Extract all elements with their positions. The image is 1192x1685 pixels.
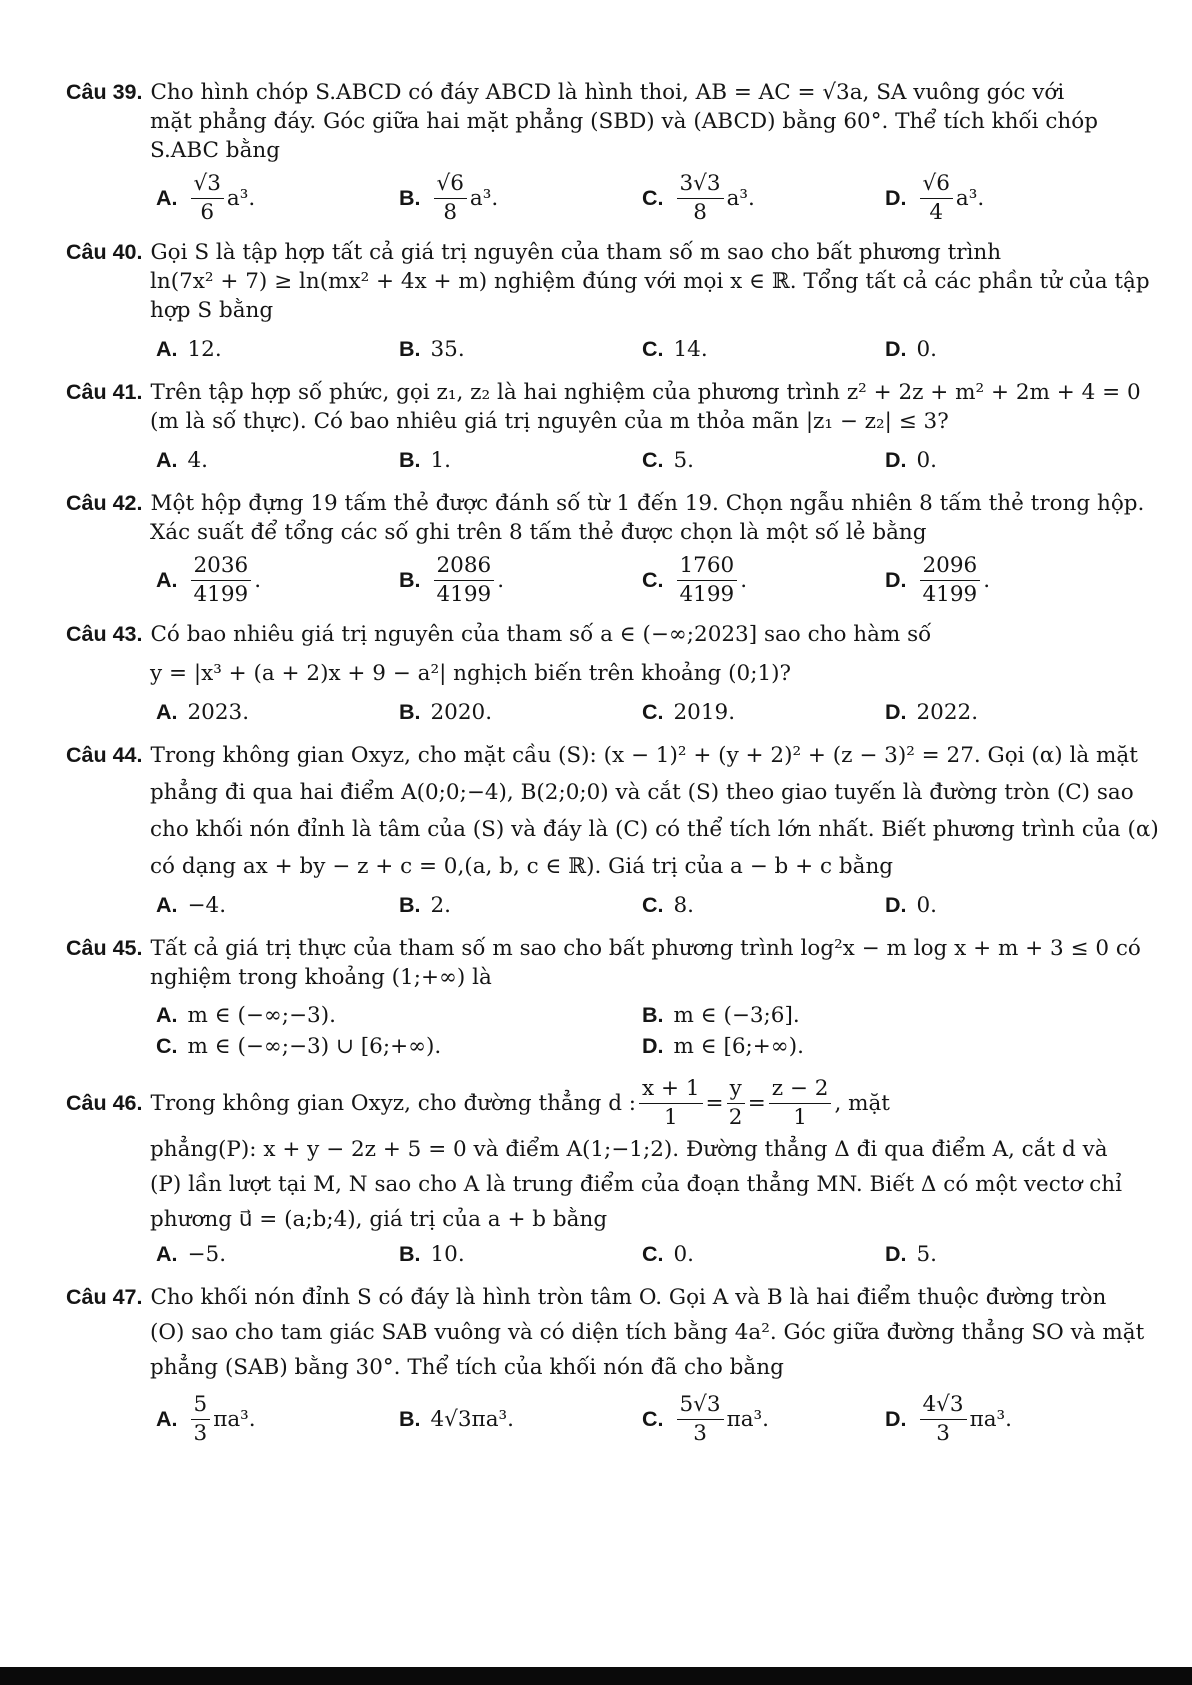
question-text: Xác suất để tổng các số ghi trên 8 tấm thẻ được chọn là một số lẻ bằng [150,520,927,545]
option-b[interactable]: B. $\frac{2086}{4199}$ . [399,553,505,607]
question-number: Câu 45. [66,936,143,960]
fraction: $\frac{√3}{6}$ [191,171,224,226]
option-a[interactable]: A. 2023. [156,700,250,725]
question-text: phương u⃗ = (a;b;4), giá trị của a + b bằng [150,1207,608,1232]
fraction: $\frac{x + 1}{1}$ [639,1076,703,1131]
option-b[interactable]: B. m ∈ (−3;6]. [642,1003,800,1028]
option-b[interactable]: B. 4√3πa³. [399,1407,514,1432]
question-42 [66,489,1145,608]
answer-options [66,446,1128,475]
question-text: S.ABC bằng [150,138,280,163]
answer-options [66,891,1128,920]
option-a[interactable]: A. −5. [156,1242,227,1267]
option-d[interactable]: D. $\frac{2096}{4199}$ . [885,553,991,607]
option-c[interactable]: C. 14. [642,337,708,362]
question-text: mặt phẳng đáy. Góc giữa hai mặt phẳng (SBD) và (ABCD) bằng 60°. Thể tích khối chóp [150,109,1098,134]
question-46: Câu 46. Trong không gian Oxyz, cho đường thẳng d : $\frac{x + 1}{1}$ = $\frac{y}{2}$ = $\frac{z - 2}{1}$ , mặt phẳng(P): x + y − 2z + 5 = 0 và điểm A(1;−1;2). Đường thẳng Δ đi qua điểm A, cắt d và (P) lần lượt tại M, N sao cho A là trung điểm của đoạn thẳng MN. Biết Δ có một vectơ chỉ phương u⃗ = (a;b;4), giá trị của a + b bằng A. −5. B. 10. C. 0. D. 5. [66,1076,1128,1269]
option-a[interactable]: A. $\frac{2036}{4199}$ . [156,553,262,607]
question-text: phẳng (SAB) bằng 30°. Thể tích của khối nón đã cho bằng [150,1355,784,1380]
option-d[interactable]: D. $\frac{4√3}{3}$ πa³. [885,1392,1012,1446]
fraction: $\frac{√6}{4}$ [920,171,953,226]
option-a[interactable]: A. 4. [156,448,209,473]
option-d[interactable]: D. 0. [885,893,938,918]
question-text: cho khối nón đỉnh là tâm của (S) và đáy là (C) có thể tích lớn nhất. Biết phương trình của (α) [150,817,1159,842]
question-text: ln(7x² + 7) ≥ ln(mx² + 4x + m) nghiệm đúng với mọi x ∈ ℝ. Tổng tất cả các phần tử của tập [150,269,1150,294]
fraction: $\frac{2086}{4199}$ [434,553,495,608]
option-d[interactable]: D. 5. [885,1242,938,1267]
question-text: (P) lần lượt tại M, N sao cho A là trung điểm của đoạn thẳng MN. Biết Δ có một vectơ chỉ [150,1172,1123,1197]
question-number: Câu 46. [66,1091,143,1115]
question-number: Câu 47. [66,1285,143,1309]
option-c[interactable]: C. 0. [642,1242,695,1267]
question-40 [66,238,1150,364]
question-text: y = |x³ + (a + 2)x + 9 − a²| nghịch biến trên khoảng (0;1)? [150,661,792,686]
option-a[interactable]: A. 12. [156,337,222,362]
fraction: $\frac{√6}{8}$ [434,171,467,226]
option-c[interactable]: C. $\frac{1760}{4199}$ . [642,553,748,607]
question-text: Tất cả giá trị thực của tham số m sao cho bất phương trình log²x − m log x + m + 3 ≤ 0 có [150,936,1141,961]
option-a[interactable]: A. $\frac{5}{3}$ πa³. [156,1392,256,1446]
question-text: nghiệm trong khoảng (1;+∞) là [150,965,492,990]
question-text: Cho hình chóp S.ABCD có đáy ABCD là hình thoi, AB = AC = √3a, SA vuông góc với [150,80,1065,105]
question-text: Một hộp đựng 19 tấm thẻ được đánh số từ 1 đến 19. Chọn ngẫu nhiên 8 tấm thẻ trong hộp. [150,491,1145,516]
fraction: $\frac{2096}{4199}$ [920,553,981,608]
question-number: Câu 42. [66,491,143,515]
option-c[interactable]: C. 2019. [642,700,736,725]
option-b[interactable]: B. $\frac{√6}{8}$ a³. [399,171,499,225]
question-text: phẳng(P): x + y − 2z + 5 = 0 và điểm A(1;−1;2). Đường thẳng Δ đi qua điểm A, cắt d và [150,1137,1108,1162]
question-45 [66,934,1141,1062]
option-d[interactable]: D. 2022. [885,700,979,725]
option-c[interactable]: C. $\frac{3√3}{8}$ a³. [642,171,755,225]
fraction: $\frac{z - 2}{1}$ [769,1076,832,1131]
option-c[interactable]: C. m ∈ (−∞;−3) ∪ [6;+∞). [156,1034,442,1059]
question-number: Câu 39. [66,80,143,104]
answer-options [66,335,1128,364]
question-text: Có bao nhiêu giá trị nguyên của tham số a ∈ (−∞;2023] sao cho hàm số [150,622,932,647]
option-a[interactable]: A. m ∈ (−∞;−3). [156,1003,336,1028]
question-text: (m là số thực). Có bao nhiêu giá trị nguyên của m thỏa mãn |z₁ − z₂| ≤ 3? [150,409,949,434]
option-d[interactable]: D. m ∈ [6;+∞). [642,1034,804,1059]
option-c[interactable]: C. 5. [642,448,695,473]
answer-options [66,1392,1128,1447]
option-b[interactable]: B. 2020. [399,700,493,725]
option-c[interactable]: C. 8. [642,893,695,918]
question-number: Câu 41. [66,380,143,404]
option-d[interactable]: D. 0. [885,448,938,473]
option-b[interactable]: B. 2. [399,893,452,918]
option-c[interactable]: C. $\frac{5√3}{3}$ πa³. [642,1392,769,1446]
answer-options [66,1000,1128,1062]
fraction: $\frac{y}{2}$ [727,1076,745,1131]
question-39 [66,78,1128,226]
fraction: $\frac{5√3}{3}$ [677,1392,724,1447]
option-b[interactable]: B. 10. [399,1242,465,1267]
question-text: phẳng đi qua hai điểm A(0;0;−4), B(2;0;0) và cắt (S) theo giao tuyến là đường tròn (C) sao [150,780,1134,805]
option-d[interactable]: D. $\frac{√6}{4}$ a³. [885,171,985,225]
answer-options [66,171,1128,226]
answer-options [66,1240,1128,1269]
question-47 [66,1283,1145,1447]
question-number: Câu 44. [66,743,143,767]
question-text: có dạng ax + by − z + c = 0,(a, b, c ∈ ℝ). Giá trị của a − b + c bằng [150,854,894,879]
question-text: Gọi S là tập hợp tất cả giá trị nguyên của tham số m sao cho bất phương trình [150,240,1002,265]
question-text: Trong không gian Oxyz, cho đường thẳng d : [150,1091,637,1116]
fraction: $\frac{1760}{4199}$ [677,553,738,608]
question-number: Câu 43. [66,622,143,646]
answer-options [66,698,1128,727]
question-43 [66,620,1128,727]
fraction: $\frac{3√3}{8}$ [677,171,724,226]
fraction: $\frac{2036}{4199}$ [191,553,252,608]
question-44 [66,741,1159,920]
question-text: Trên tập hợp số phức, gọi z₁, z₂ là hai nghiệm của phương trình z² + 2z + m² + 2m + 4 = 0 [150,380,1141,405]
question-text: Cho khối nón đỉnh S có đáy là hình tròn tâm O. Gọi A và B là hai điểm thuộc đường tròn [150,1285,1107,1310]
question-number: Câu 40. [66,240,143,264]
answer-options [66,553,1128,608]
fraction: $\frac{5}{3}$ [191,1392,211,1447]
scan-bottom-edge [0,1667,1192,1685]
question-41 [66,378,1141,475]
option-d[interactable]: D. 0. [885,337,938,362]
question-text: hợp S bằng [150,298,274,323]
question-text: Trong không gian Oxyz, cho mặt cầu (S): (x − 1)² + (y + 2)² + (z − 3)² = 27. Gọi (α) là mặt [150,743,1138,768]
fraction: $\frac{4√3}{3}$ [920,1392,967,1447]
option-a[interactable]: A. −4. [156,893,227,918]
option-a[interactable]: A. $\frac{√3}{6}$ a³. [156,171,256,225]
option-b[interactable]: B. 35. [399,337,465,362]
question-text: (O) sao cho tam giác SAB vuông và có diện tích bằng 4a². Góc giữa đường thẳng SO và mặt [150,1320,1145,1345]
option-b[interactable]: B. 1. [399,448,452,473]
